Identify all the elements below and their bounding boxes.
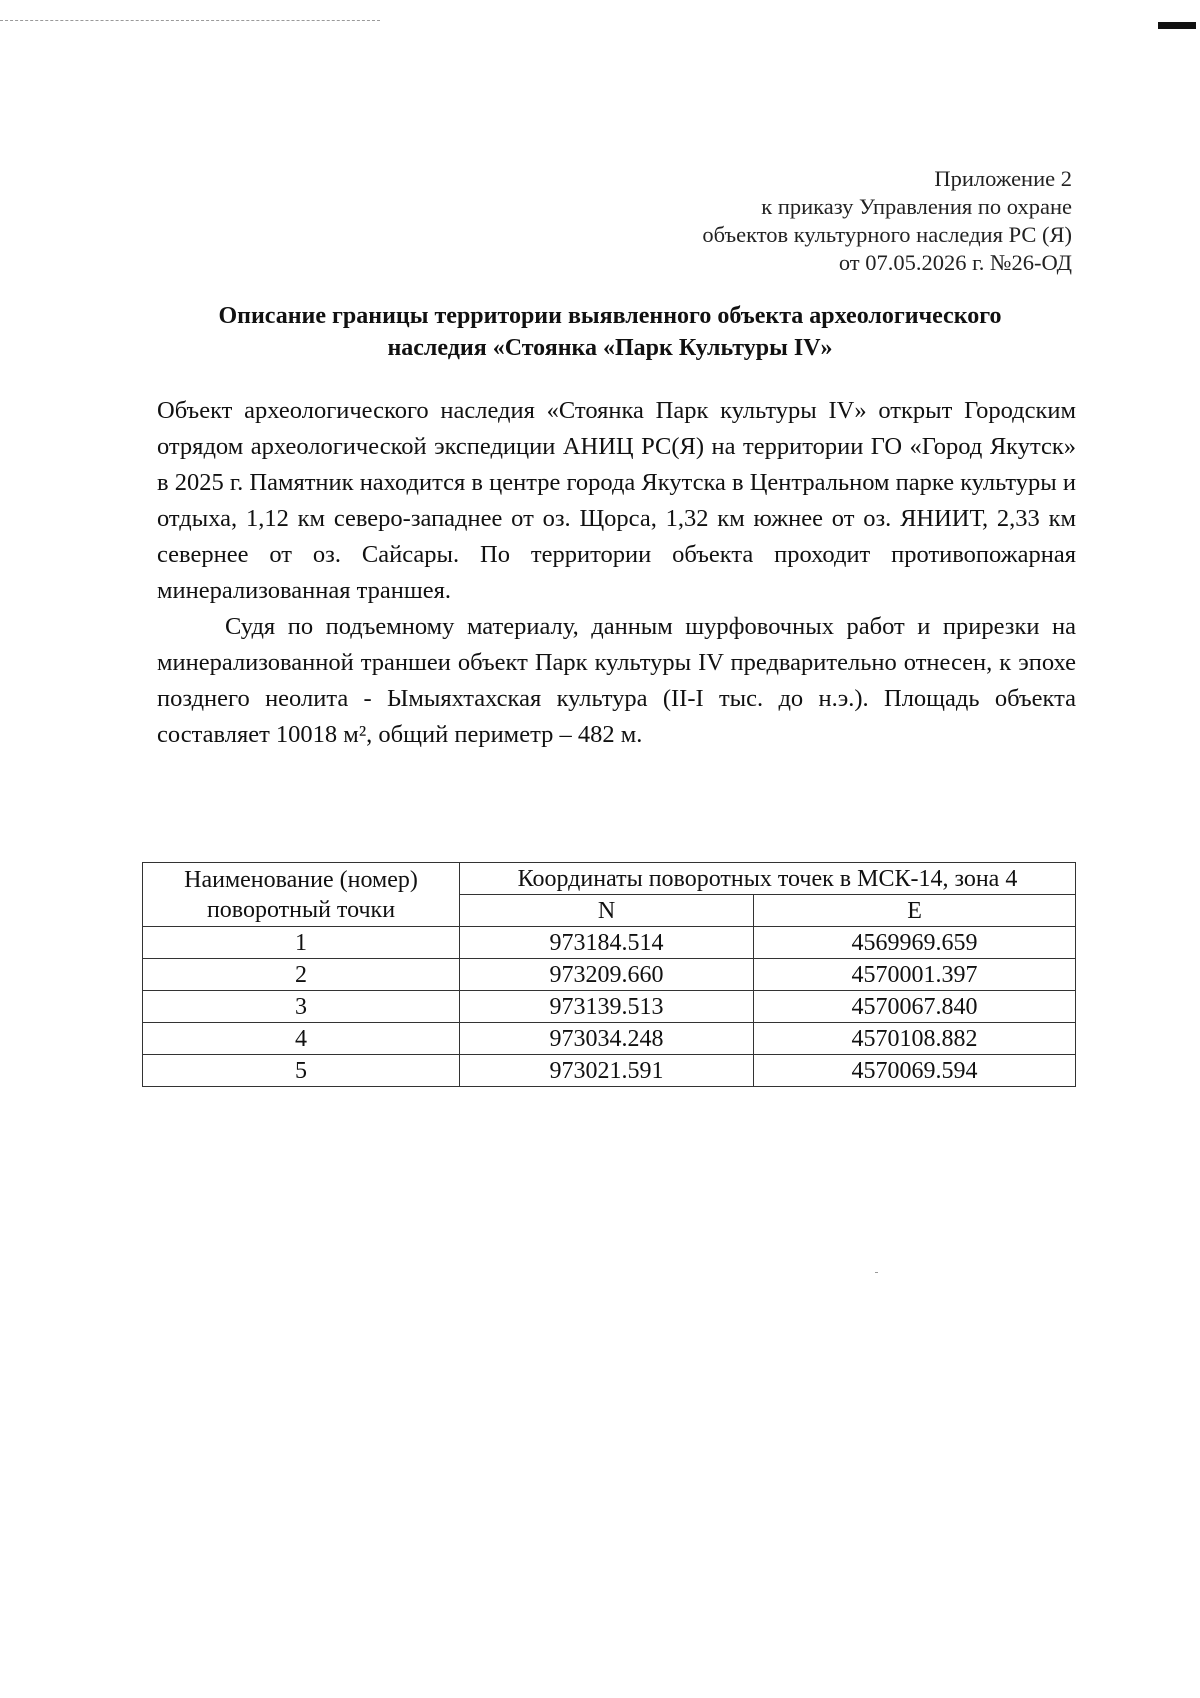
appendix-line: объектов культурного наследия РС (Я) <box>702 222 1072 247</box>
table-row <box>143 959 1076 991</box>
document-title <box>140 300 1080 364</box>
coord-n: 973139.513 <box>460 991 754 1023</box>
coords-header: Координаты поворотных точек в МСК-14, зона 4 <box>460 863 1076 895</box>
table-row <box>143 991 1076 1023</box>
scan-artifact-line <box>0 20 380 21</box>
paragraph-dating: Судя по подъемному материалу, данным шурфовочных работ и прирезки на минерализованной траншеи объект Парк культуры IV предварительно отнесен, к эпохе позднего неолита - Ымыяхтахская культура (II-I тыс. до н.э.). Площадь объекта составляет 10018 м², общий периметр – 482 м. <box>157 613 1076 748</box>
appendix-line: к приказу Управления по охране <box>761 194 1072 219</box>
scan-artifact-dot <box>875 1272 878 1273</box>
table-row <box>143 1055 1076 1087</box>
col-n-header: N <box>460 895 754 927</box>
table-row <box>143 1023 1076 1055</box>
point-number: 4 <box>143 1023 460 1055</box>
point-number: 2 <box>143 959 460 991</box>
appendix-reference <box>702 165 1072 277</box>
coord-n: 973184.514 <box>460 927 754 959</box>
col-e-header: E <box>754 895 1076 927</box>
point-number: 5 <box>143 1055 460 1087</box>
coord-e: 4570069.594 <box>754 1055 1076 1087</box>
coord-n: 973021.591 <box>460 1055 754 1087</box>
appendix-line: Приложение 2 <box>934 166 1072 191</box>
coord-n: 973034.248 <box>460 1023 754 1055</box>
table-header-row <box>143 863 1076 895</box>
scan-artifact-mark <box>1158 22 1196 29</box>
coord-e: 4570067.840 <box>754 991 1076 1023</box>
coordinates-table <box>142 862 1076 1087</box>
point-number: 1 <box>143 927 460 959</box>
coord-e: 4569969.659 <box>754 927 1076 959</box>
coord-n: 973209.660 <box>460 959 754 991</box>
coord-e: 4570001.397 <box>754 959 1076 991</box>
body-text <box>157 393 1076 753</box>
point-number: 3 <box>143 991 460 1023</box>
coord-e: 4570108.882 <box>754 1023 1076 1055</box>
header-line: поворотный точки <box>206 896 396 923</box>
point-name-header <box>143 863 460 927</box>
header-line: Наименование (номер) <box>184 866 418 893</box>
title-line: Описание границы территории выявленного объекта археологического <box>218 303 1002 329</box>
paragraph-discovery: Объект археологического наследия «Стоянка Парк культуры IV» открыт Городским отрядом археологической экспедиции АНИЦ РС(Я) на территории ГО «Город Якутск» в 2025 г. Памятник находится в центре города Якутска в Центральном парке культуры и отдыха, 1,12 км северо-западнее от оз. Щорса, 1,32 км южнее от оз. ЯНИИТ, 2,33 км севернее от оз. Сайсары. По территории объекта проходит противопожарная минерализованная траншея. <box>157 397 1076 604</box>
table-row <box>143 927 1076 959</box>
appendix-line: от 07.05.2026 г. №26-ОД <box>838 250 1072 275</box>
title-line: наследия «Стоянка «Парк Культуры IV» <box>387 335 833 361</box>
